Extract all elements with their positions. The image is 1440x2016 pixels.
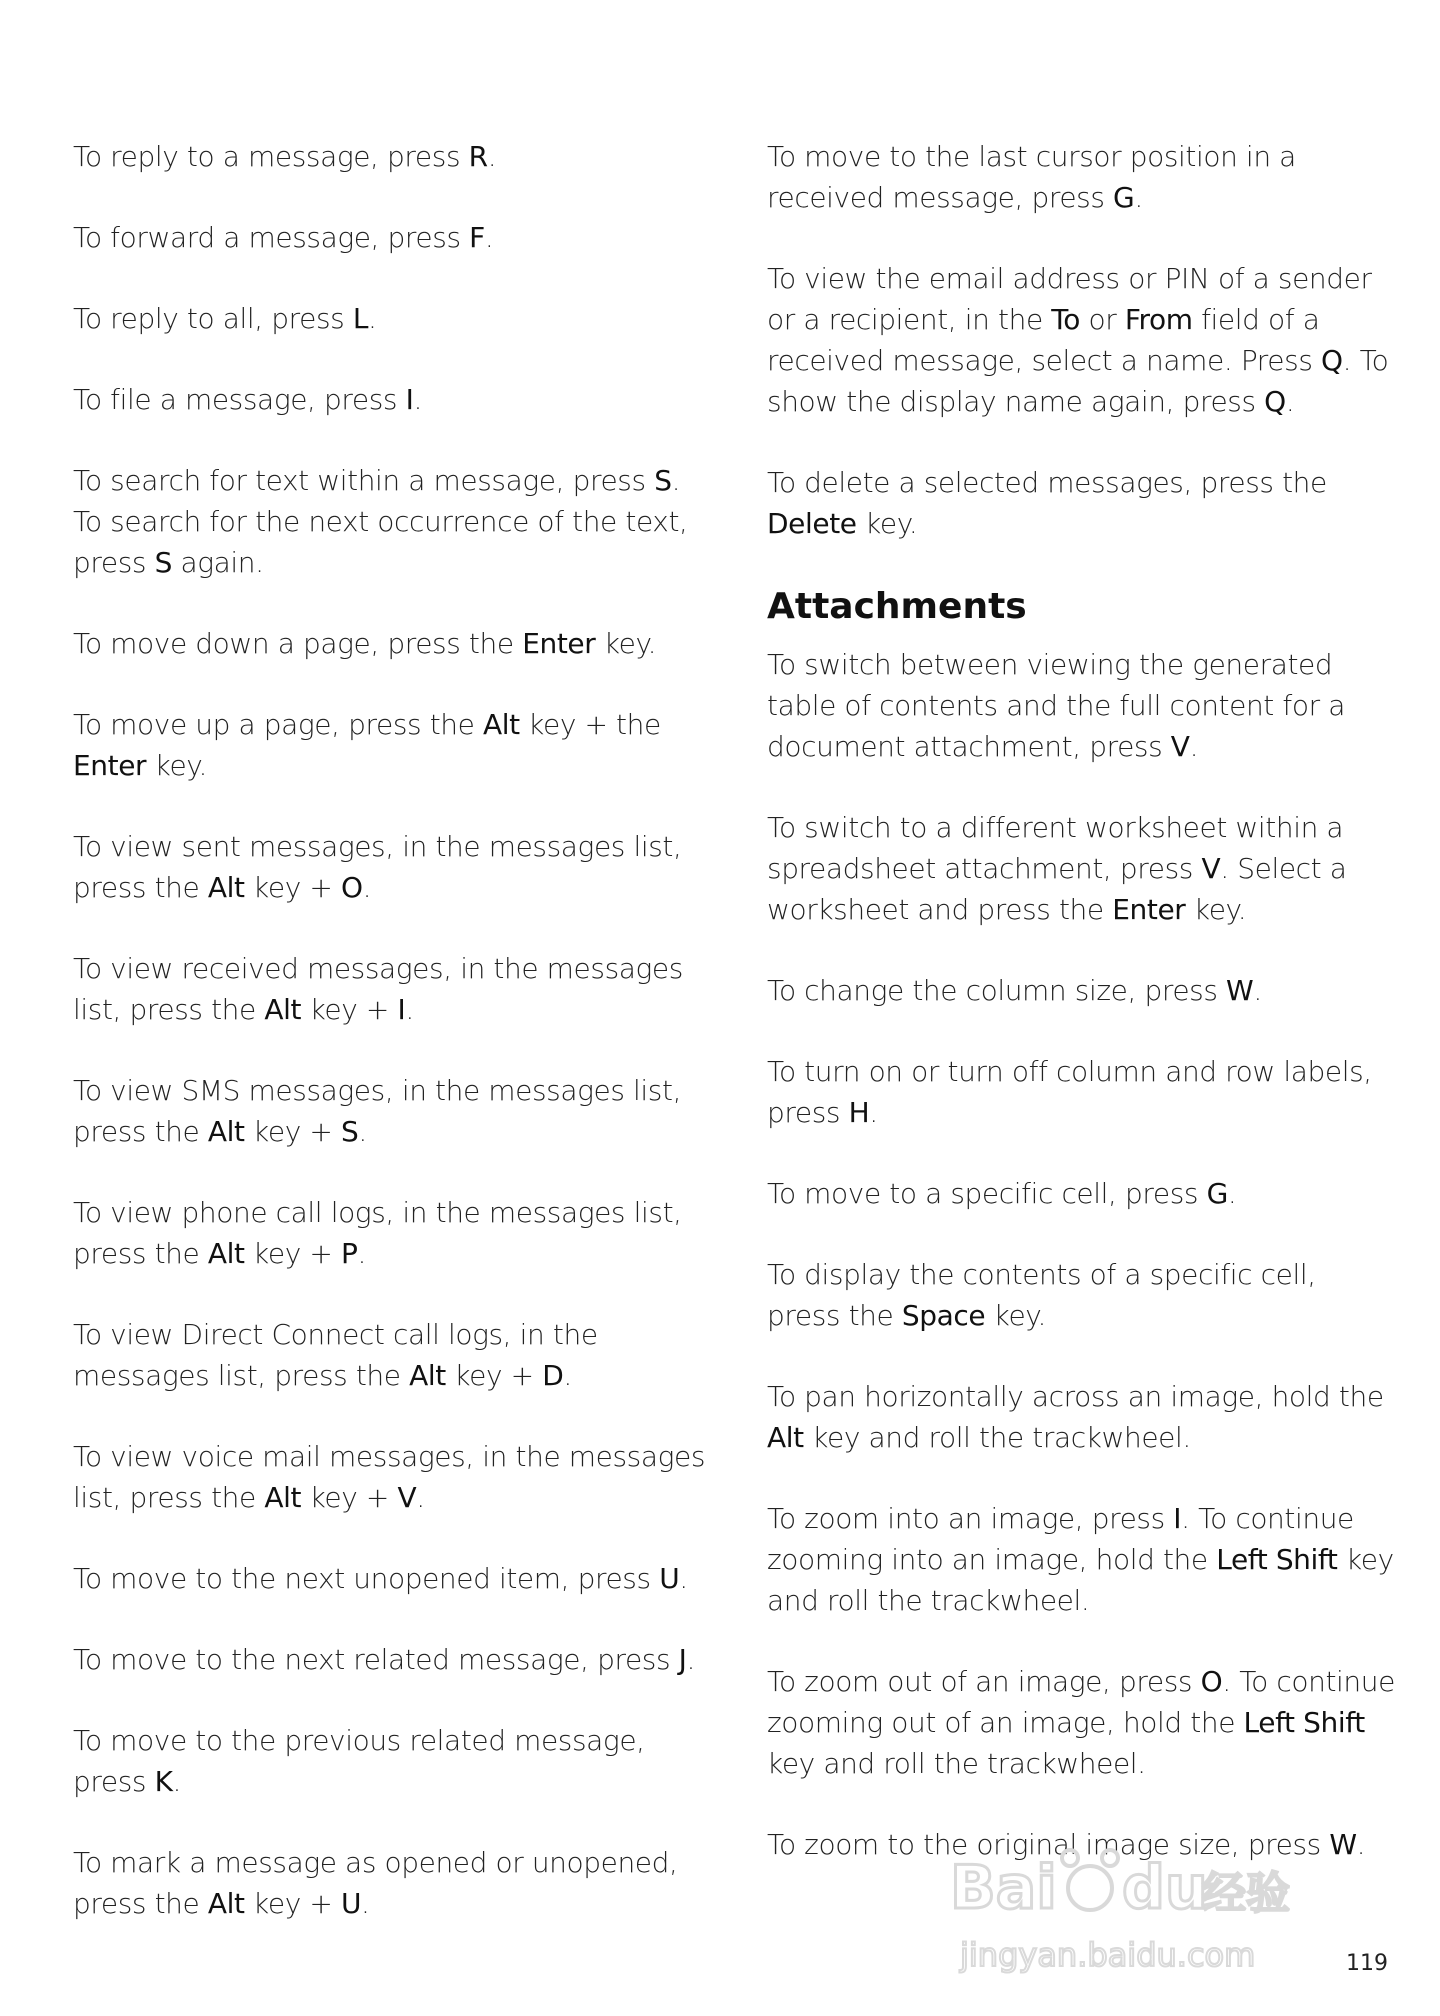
paragraph-text: To move to the next unopened item, press xyxy=(73,1562,660,1595)
svg-text:经验: 经验 xyxy=(1202,1868,1290,1919)
paragraph-text: key and roll the trackwheel. xyxy=(767,1747,1146,1780)
paragraph-text: To search for text within a message, press xyxy=(73,464,655,497)
watermark-url-text: jingyan.baidu.com xyxy=(960,1936,1256,1974)
key-name: Alt xyxy=(767,1421,804,1454)
key-name: V xyxy=(1170,730,1190,763)
right-column xyxy=(767,136,1397,1905)
paragraph-text: . xyxy=(362,871,372,904)
shortcut-paragraph xyxy=(767,970,1397,1011)
paragraph-text: key. xyxy=(146,749,207,782)
shortcut-paragraph xyxy=(73,948,713,1030)
key-name: S xyxy=(154,546,172,579)
paragraph-text: key. xyxy=(595,627,657,660)
paragraph-text: . xyxy=(1253,974,1262,1007)
key-name: W xyxy=(1329,1828,1357,1861)
paragraph-text: . xyxy=(1356,1828,1366,1861)
key-name: Alt xyxy=(207,1887,245,1920)
paragraph-text: To zoom out of an image, press xyxy=(767,1665,1201,1698)
paragraph-text: . xyxy=(686,1643,696,1676)
right-column-top-group xyxy=(767,136,1397,544)
key-name: Alt xyxy=(264,1481,302,1514)
shortcut-paragraph xyxy=(73,1436,713,1518)
key-name: From xyxy=(1124,303,1193,336)
shortcut-paragraph xyxy=(73,704,713,786)
shortcut-paragraph xyxy=(73,298,713,339)
paragraph-text: . To search for the next occurrence of the text, press xyxy=(73,464,688,579)
shortcut-paragraph xyxy=(767,136,1397,218)
key-name: Enter xyxy=(522,627,596,660)
key-name: G xyxy=(1206,1177,1228,1210)
paragraph-text: . xyxy=(172,1765,182,1798)
shortcut-paragraph xyxy=(767,1254,1397,1336)
paragraph-text: To forward a message, press xyxy=(73,221,470,254)
key-name: V xyxy=(397,1481,417,1514)
paragraph-text: To view sent messages, in the messages list, press the xyxy=(73,830,682,904)
shortcut-paragraph xyxy=(73,1639,713,1680)
key-name: O xyxy=(1200,1665,1223,1698)
shortcut-paragraph xyxy=(767,807,1397,930)
shortcut-paragraph xyxy=(73,1070,713,1152)
paragraph-text: key. xyxy=(856,507,918,540)
shortcut-paragraph xyxy=(73,136,713,177)
key-name: V xyxy=(1201,852,1221,885)
paragraph-text: . xyxy=(413,383,422,416)
key-name: U xyxy=(340,1887,362,1920)
paragraph-text: . xyxy=(563,1359,572,1392)
shortcut-paragraph xyxy=(767,1051,1397,1133)
shortcut-paragraph xyxy=(767,1173,1397,1214)
paragraph-text: key + xyxy=(244,1115,341,1148)
paragraph-text: To move to the next related message, press xyxy=(73,1643,679,1676)
shortcut-paragraph xyxy=(73,1558,713,1599)
shortcut-paragraph xyxy=(767,462,1397,544)
svg-text:du: du xyxy=(1122,1853,1208,1923)
paragraph-text: key + xyxy=(301,993,398,1026)
page-number: 119 xyxy=(1346,1951,1388,1976)
key-name: Left Shift xyxy=(1216,1543,1338,1576)
paragraph-text: . xyxy=(679,1562,688,1595)
baidu-jingyan-watermark-logo xyxy=(950,1836,1290,1986)
key-name: W xyxy=(1226,974,1254,1007)
paragraph-text: To mark a message as opened or unopened, press the xyxy=(73,1846,678,1920)
shortcut-paragraph xyxy=(767,1376,1397,1458)
shortcut-paragraph xyxy=(767,644,1397,767)
paragraph-text: . xyxy=(368,302,377,335)
paragraph-text: To switch to a different worksheet within a spreadsheet attachment, press xyxy=(767,811,1344,885)
shortcut-paragraph xyxy=(767,1498,1397,1621)
paragraph-text: To file a message, press xyxy=(73,383,406,416)
key-name: Alt xyxy=(264,993,302,1026)
paragraph-text: key + xyxy=(244,1887,341,1920)
key-name: J xyxy=(678,1643,687,1676)
key-name: P xyxy=(340,1237,358,1270)
paragraph-text: . Select a worksheet and press the xyxy=(767,852,1347,926)
svg-text:Bai: Bai xyxy=(950,1853,1057,1923)
paragraph-text: To move down a page, press the xyxy=(73,627,523,660)
paragraph-text: . xyxy=(358,1115,367,1148)
paragraph-text: . xyxy=(1189,730,1199,763)
paragraph-text: . xyxy=(357,1237,366,1270)
shortcut-paragraph xyxy=(73,1842,713,1924)
paragraph-text: . xyxy=(405,993,414,1026)
key-name: R xyxy=(468,140,488,173)
key-name: To xyxy=(1051,303,1080,336)
paragraph-text: . xyxy=(1134,181,1143,214)
shortcut-paragraph xyxy=(73,379,713,420)
paragraph-text: key + xyxy=(445,1359,543,1392)
key-name: K xyxy=(154,1765,173,1798)
key-name: Q xyxy=(1321,344,1343,377)
key-name: O xyxy=(340,871,363,904)
paragraph-text: . xyxy=(869,1096,878,1129)
paragraph-text: To pan horizontally across an image, hold the xyxy=(767,1380,1384,1413)
paragraph-text: To zoom to the original image size, press xyxy=(767,1828,1330,1861)
paragraph-text: To move to the previous related message, press xyxy=(73,1724,645,1798)
key-name: S xyxy=(340,1115,359,1148)
key-name: I xyxy=(1173,1502,1182,1535)
paragraph-text: key + the xyxy=(519,708,661,741)
section-heading-attachments: Attachments xyxy=(767,586,1027,627)
key-name: Q xyxy=(1264,385,1286,418)
paragraph-text: . xyxy=(487,140,497,173)
shortcut-paragraph xyxy=(767,258,1397,422)
paragraph-text: To view voice mail messages, in the messages list, press the xyxy=(73,1440,706,1514)
paragraph-text: To display the contents of a specific cell, press the xyxy=(767,1258,1316,1332)
paragraph-text: To turn on or turn off column and row labels, press xyxy=(767,1055,1372,1129)
shortcut-paragraph xyxy=(73,217,713,258)
paragraph-text: key + xyxy=(301,1481,398,1514)
shortcut-paragraph xyxy=(73,826,713,908)
shortcut-paragraph xyxy=(767,1661,1397,1784)
right-column-bottom-group xyxy=(767,644,1397,1865)
key-name: Alt xyxy=(207,1115,245,1148)
key-name: G xyxy=(1113,181,1135,214)
shortcut-paragraph xyxy=(73,1192,713,1274)
key-name: Space xyxy=(901,1299,986,1332)
paragraph-text: To move up a page, press the xyxy=(73,708,483,741)
key-name: I xyxy=(397,993,406,1026)
key-name: U xyxy=(659,1562,680,1595)
paragraph-text: . xyxy=(361,1887,370,1920)
paragraph-text: . xyxy=(416,1481,425,1514)
key-name: Alt xyxy=(207,1237,245,1270)
paragraph-text: . xyxy=(484,221,494,254)
paragraph-text: To change the column size, press xyxy=(767,974,1227,1007)
key-name: Delete xyxy=(767,507,857,540)
key-name: Alt xyxy=(482,708,520,741)
paragraph-text: To view SMS messages, in the messages list, press the xyxy=(73,1074,682,1148)
key-name: D xyxy=(542,1359,564,1392)
paragraph-text: again. xyxy=(171,546,264,579)
paragraph-text: key and roll the trackwheel. xyxy=(803,1421,1191,1454)
paragraph-text: To view Direct Connect call logs, in the messages list, press the xyxy=(73,1318,598,1392)
key-name: H xyxy=(848,1096,870,1129)
paragraph-text: . To continue zooming out of an image, hold the xyxy=(767,1665,1395,1739)
paragraph-text: . xyxy=(1227,1177,1237,1210)
paragraph-text: To switch between viewing the generated table of contents and the full content for a document attachment, press xyxy=(767,648,1345,763)
paragraph-text: field of a received message, select a name. Press xyxy=(767,303,1322,377)
key-name: Enter xyxy=(73,749,147,782)
key-name: S xyxy=(654,464,672,497)
paragraph-text: . To show the display name again, press xyxy=(767,344,1389,418)
key-name: Left Shift xyxy=(1243,1706,1365,1739)
paragraph-text: To view received messages, in the messages list, press the xyxy=(73,952,683,1026)
key-name: L xyxy=(352,302,369,335)
paragraph-text: key and roll the trackwheel. xyxy=(767,1543,1394,1617)
paragraph-text: To delete a selected messages, press the xyxy=(767,466,1327,499)
paragraph-text: key. xyxy=(985,1299,1046,1332)
shortcut-paragraph xyxy=(73,623,713,664)
paragraph-text: To zoom into an image, press xyxy=(767,1502,1174,1535)
paragraph-text: To move to a specific cell, press xyxy=(767,1177,1207,1210)
left-column xyxy=(73,136,713,1964)
paragraph-text: key + xyxy=(244,871,341,904)
paragraph-text: . To continue zooming into an image, hold the xyxy=(767,1502,1354,1576)
key-name: F xyxy=(469,221,485,254)
shortcut-paragraph xyxy=(73,1720,713,1802)
paragraph-text: key. xyxy=(1185,893,1247,926)
key-name: I xyxy=(405,383,414,416)
paragraph-text: To move to the last cursor position in a received message, press xyxy=(767,140,1296,214)
key-name: Alt xyxy=(409,1359,446,1392)
key-name: Enter xyxy=(1112,893,1186,926)
paragraph-text: To reply to a message, press xyxy=(73,140,469,173)
key-name: Alt xyxy=(207,871,245,904)
paragraph-text: key + xyxy=(244,1237,341,1270)
shortcut-paragraph xyxy=(73,1314,713,1396)
paragraph-text: To view the email address or PIN of a sender or a recipient, in the xyxy=(767,262,1372,336)
paragraph-text: . xyxy=(1285,385,1295,418)
paragraph-text: To reply to all, press xyxy=(73,302,353,335)
shortcut-paragraph xyxy=(73,460,713,583)
paragraph-text: or xyxy=(1079,303,1125,336)
paragraph-text: To view phone call logs, in the messages list, press the xyxy=(73,1196,682,1270)
